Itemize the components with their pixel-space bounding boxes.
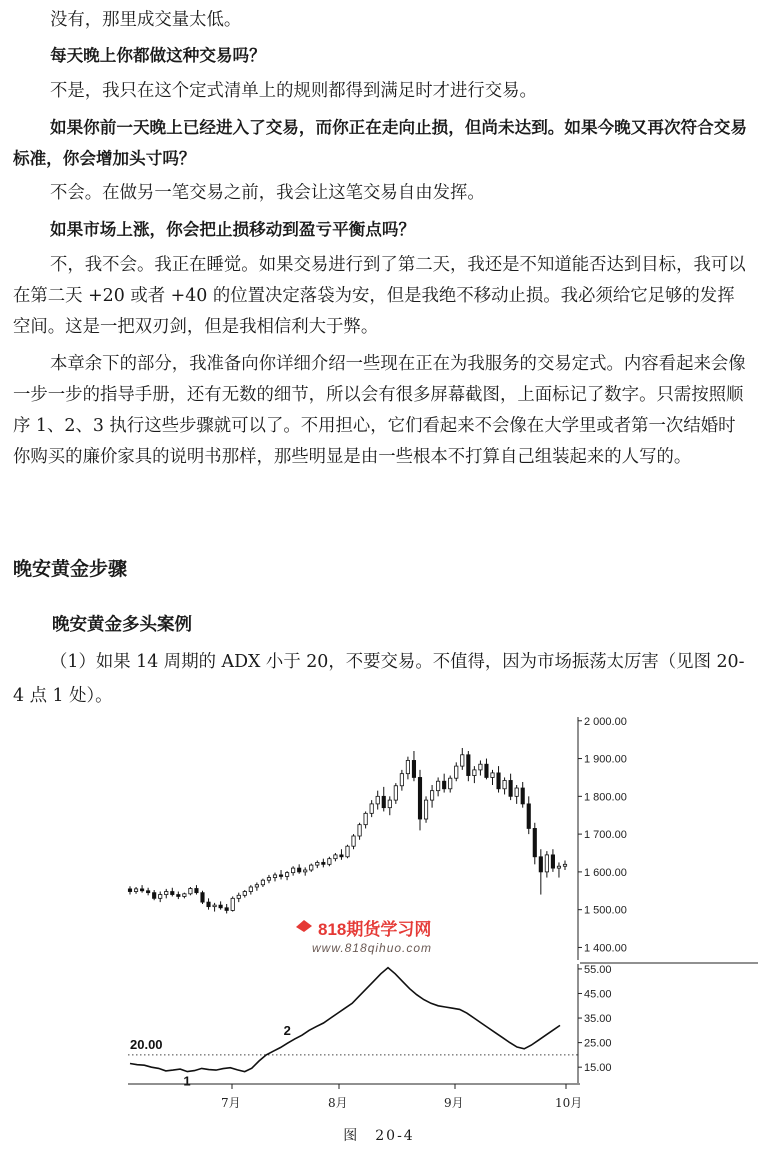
adx-point-label-2: 2	[283, 1023, 291, 1039]
candle-body	[515, 788, 518, 796]
candle-body	[153, 893, 156, 899]
candle-body	[418, 777, 421, 819]
adx-tick-label: 15.00	[584, 1062, 612, 1075]
candle-body	[159, 895, 162, 899]
question-paragraph: 每天晚上你都做这种交易吗？	[50, 46, 266, 65]
answer-paragraph: 本章余下的部分，我准备向你详细介绍一些现在正在为我服务的交易定式。内容看起来会像一步一步的指导手册，还有无数的细节，所以会有很多屏幕截图，上面标记了数字。只需按照顺序 1、2、3 执行这些步骤就可以了。不用担心，它们看起来不会像在大学里或者第一次结婚时你购买的廉价家具的说明书那样，那些明显是由一些根本不打算自己组装起来的人写的。	[13, 354, 746, 467]
adx-panel	[128, 963, 758, 1089]
candle-body	[316, 862, 319, 865]
candle-body	[225, 908, 228, 911]
candle-body	[177, 895, 180, 897]
answer-paragraph: 不是，我只在这个定式清单上的规则都得到满足时才进行交易。	[50, 81, 537, 101]
candle-body	[213, 905, 216, 907]
step-1-paragraph: （1）如果 14 周期的 ADX 小于 20，不要交易。不值得，因为市场振荡太厉害（见图 20-4 点 1 处）。	[13, 652, 745, 706]
question-paragraph: 如果你前一天晚上已经进入了交易，而你正在走向止损，但尚未达到。如果今晚又再次符合交易标准，你会增加头寸吗？	[13, 118, 747, 168]
candle-body	[503, 780, 506, 788]
candle-body	[285, 873, 288, 877]
candle-body	[322, 862, 325, 864]
candle-body	[146, 891, 149, 893]
candle-body	[479, 764, 482, 770]
candle-body	[267, 878, 270, 881]
candle-body	[394, 786, 397, 800]
candle-body	[430, 791, 433, 800]
candle-body	[370, 804, 373, 813]
candle-body	[449, 778, 452, 789]
candle-body	[165, 892, 168, 895]
candle-body	[461, 755, 464, 766]
candle-body	[533, 828, 536, 856]
candle-body	[219, 905, 222, 908]
candle-body	[231, 898, 234, 910]
month-tick-label: 9月	[444, 1096, 464, 1110]
candle-body	[485, 764, 488, 777]
candle-body	[467, 755, 470, 776]
candle-body	[134, 889, 137, 892]
price-tick-label: 1 900.00	[584, 753, 627, 766]
candle-body	[298, 868, 301, 872]
candle-body	[424, 800, 427, 819]
watermark-url: www.818qihuo.com	[312, 941, 433, 955]
answer-paragraph: 不，我不会。我正在睡觉。如果交易进行到了第二天，我还是不知道能否达到目标，我可以在第二天 +20 或者 +40 的位置决定落袋为安，但是我绝不移动止损。我必须给它足够的发挥空间。这是一把双刃剑，但是我相信利大于弊。	[13, 255, 746, 337]
candle-body	[388, 800, 391, 808]
figure-caption: 图 20-4	[343, 1128, 415, 1144]
candle-body	[364, 813, 367, 824]
candle-body	[273, 875, 276, 878]
candle-body	[237, 895, 240, 898]
price-tick-label: 1 500.00	[584, 904, 627, 917]
watermark-logo-icon	[296, 920, 312, 932]
candle-body	[443, 781, 446, 789]
candle-body	[128, 889, 131, 892]
candle-body	[261, 880, 264, 885]
candle-body	[346, 846, 349, 857]
price-tick-label: 1 700.00	[584, 829, 627, 842]
candle-body	[539, 857, 542, 872]
candle-body	[352, 836, 355, 846]
candle-body	[563, 864, 566, 866]
candle-body	[406, 760, 409, 773]
adx-tick-label: 25.00	[584, 1037, 612, 1050]
candle-body	[243, 892, 246, 896]
candle-body	[304, 870, 307, 872]
candle-body	[171, 892, 174, 895]
candle-body	[382, 796, 385, 807]
watermark-title: 818期货学习网	[318, 920, 432, 939]
candle-body	[207, 902, 210, 907]
price-tick-label: 1 400.00	[584, 942, 627, 955]
candle-body	[527, 804, 530, 829]
candle-body	[249, 887, 252, 892]
candle-body	[195, 889, 198, 893]
figure-20-4	[0, 712, 758, 1122]
month-tick-label: 10月	[555, 1096, 583, 1110]
candle-body	[473, 770, 476, 776]
candle-body	[334, 855, 337, 859]
adx-tick-label: 45.00	[584, 988, 612, 1001]
candle-body	[436, 781, 439, 790]
answer-paragraph: 不会。在做另一笔交易之前，我会让这笔交易自由发挥。	[50, 183, 485, 203]
answer-paragraph: 没有，那里成交量太低。	[50, 10, 242, 30]
candle-body	[509, 780, 512, 796]
candle-body	[201, 893, 204, 902]
adx-tick-label: 35.00	[584, 1013, 612, 1026]
candle-body	[310, 865, 313, 870]
candle-body	[545, 855, 548, 872]
price-tick-label: 1 600.00	[584, 866, 627, 879]
adx-line	[130, 968, 560, 1072]
candle-body	[140, 889, 143, 891]
candle-body	[328, 859, 331, 865]
candle-body	[183, 894, 186, 897]
candle-body	[557, 866, 560, 868]
candle-body	[491, 773, 494, 778]
candle-body	[400, 774, 403, 786]
candle-body	[521, 788, 524, 804]
month-tick-label: 8月	[328, 1096, 348, 1110]
candle-body	[358, 825, 361, 836]
section-heading: 晚安黄金步骤	[13, 558, 128, 580]
candle-body	[340, 855, 343, 857]
adx-point-label-1: 1	[183, 1073, 191, 1089]
price-tick-label: 1 800.00	[584, 791, 627, 804]
candle-body	[291, 868, 294, 873]
candle-body	[255, 885, 258, 887]
candle-body	[279, 875, 282, 877]
month-tick-label: 7月	[221, 1096, 241, 1110]
candle-body	[497, 773, 500, 789]
sub-heading: 晚安黄金多头案例	[52, 615, 192, 635]
candle-body	[551, 855, 554, 868]
candle-body	[455, 766, 458, 778]
question-paragraph: 如果市场上涨，你会把止损移动到盈亏平衡点吗？	[50, 220, 416, 239]
price-tick-label: 2 000.00	[584, 715, 627, 728]
candle-body	[376, 796, 379, 804]
candle-body	[189, 889, 192, 894]
candle-body	[412, 760, 415, 777]
adx-threshold-label: 20.00	[130, 1036, 163, 1052]
month-axis	[128, 1084, 582, 1110]
adx-tick-label: 55.00	[584, 963, 612, 976]
watermark	[296, 919, 432, 955]
